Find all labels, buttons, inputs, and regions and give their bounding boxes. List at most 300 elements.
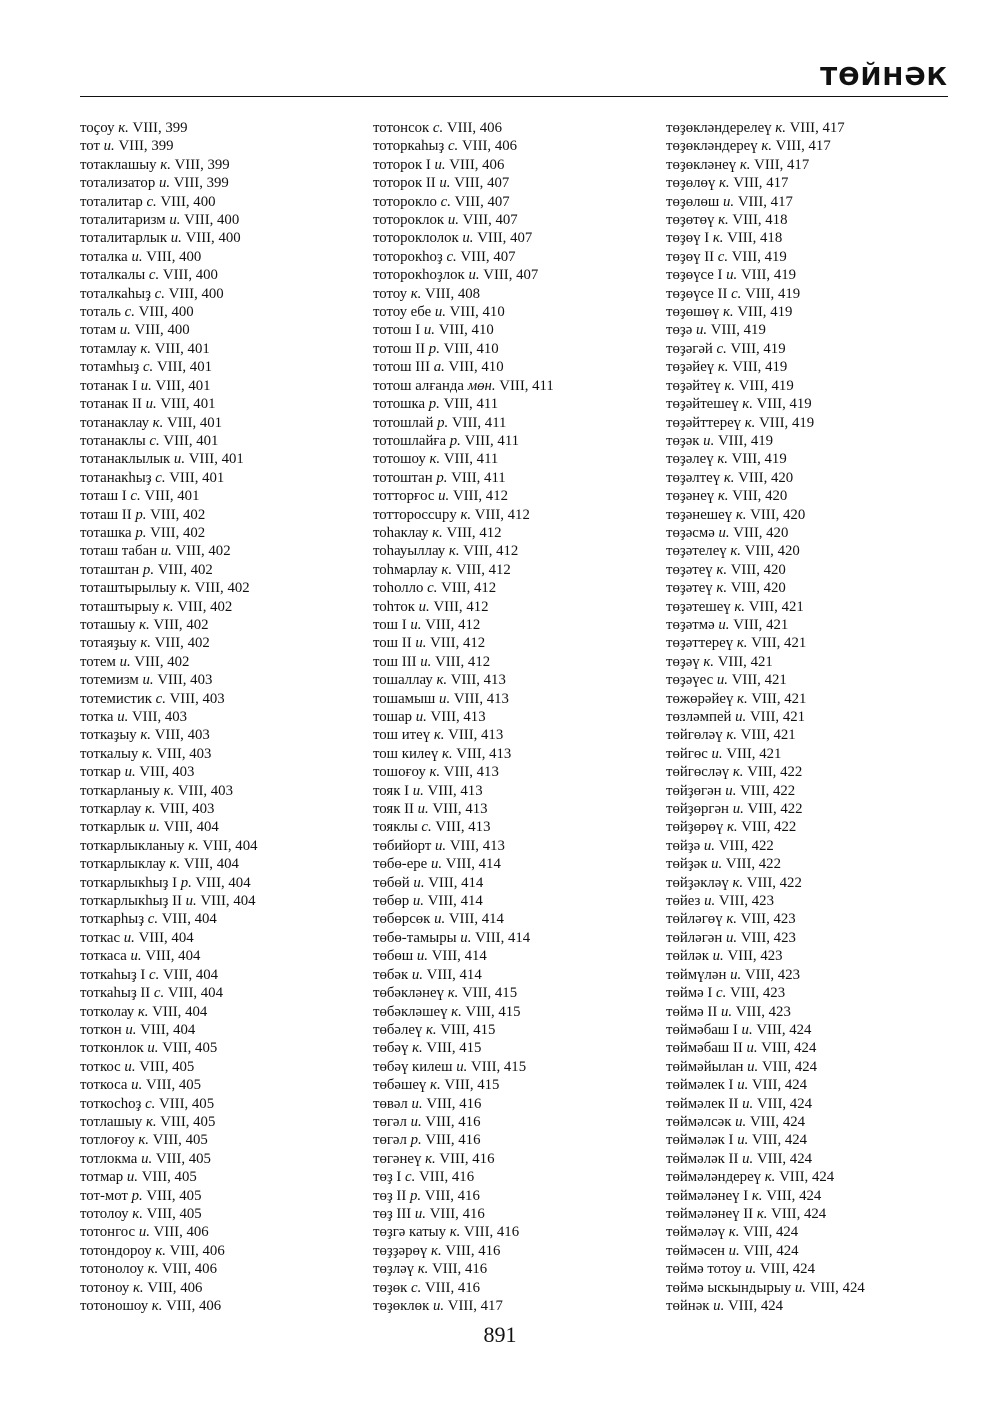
- entry-headword: төҙәнешеү: [666, 506, 733, 523]
- dictionary-entry: [80, 229, 258, 247]
- entry-pos: р.: [436, 469, 448, 486]
- column-2: [373, 119, 554, 1315]
- entry-ref: VIII, 417: [737, 193, 793, 210]
- dictionary-entry: [666, 910, 865, 928]
- dictionary-entry: [80, 285, 258, 303]
- column-1: [80, 119, 258, 1315]
- dictionary-entry: [80, 1187, 258, 1205]
- dictionary-entry: [666, 598, 865, 616]
- entry-pos: к.: [426, 1021, 437, 1038]
- entry-headword: төймәйылан: [666, 1058, 744, 1075]
- dictionary-entry: [80, 487, 258, 505]
- entry-pos: и.: [439, 175, 451, 192]
- entry-ref: VIII, 405: [155, 1150, 211, 1167]
- entry-headword: төймә ыскындырыу: [666, 1279, 792, 1296]
- entry-headword: төбө-тамыры: [373, 929, 457, 946]
- entry-ref: VIII, 421: [731, 672, 787, 689]
- entry-pos: к.: [751, 1187, 763, 1204]
- entry-pos: и.: [742, 1095, 754, 1112]
- entry-headword: тотлоғоу: [80, 1132, 135, 1149]
- dictionary-entry: [373, 1223, 554, 1241]
- dictionary-entry: [373, 966, 554, 984]
- dictionary-entry: [373, 119, 554, 137]
- entry-pos: к.: [138, 1132, 149, 1149]
- entry-pos: с.: [124, 304, 135, 321]
- entry-pos: и.: [438, 488, 450, 505]
- entry-pos: и.: [732, 801, 744, 818]
- dictionary-entry: [666, 1168, 865, 1186]
- dictionary-entry: [666, 745, 865, 763]
- entry-ref: VIII, 416: [425, 1113, 481, 1130]
- entry-pos: с.: [405, 1169, 416, 1186]
- entry-headword: төгәнеү: [373, 1150, 422, 1167]
- dictionary-entry: [666, 487, 865, 505]
- entry-headword: тоһмарлау: [373, 561, 438, 578]
- entry-pos: с.: [440, 193, 451, 210]
- dictionary-entry: [666, 469, 865, 487]
- entry-pos: и.: [420, 653, 432, 670]
- entry-headword: тоткарлыкланыу: [80, 837, 185, 854]
- entry-ref: VIII, 423: [735, 1003, 791, 1020]
- entry-pos: и.: [456, 1058, 468, 1075]
- page-number: 891: [483, 1322, 517, 1347]
- entry-ref: VIII, 422: [740, 782, 796, 799]
- entry-pos: к.: [425, 1150, 436, 1167]
- entry-pos: к.: [430, 1077, 441, 1094]
- entry-ref: VIII, 416: [425, 1132, 481, 1149]
- entry-ref: VIII, 406: [153, 1224, 209, 1241]
- entry-ref: VIII, 412: [425, 616, 481, 633]
- entry-ref: VIII, 406: [461, 138, 518, 155]
- entry-headword: тоткарлыклау: [80, 856, 166, 873]
- entry-pos: р.: [428, 396, 440, 413]
- entry-ref: VIII, 404: [200, 893, 256, 910]
- dictionary-entry: [80, 818, 258, 836]
- entry-headword: төймә II: [666, 1003, 718, 1020]
- entry-ref: VIII, 412: [452, 488, 508, 505]
- entry-pos: и.: [130, 948, 142, 965]
- entry-pos: к.: [142, 745, 153, 762]
- dictionary-entry: [666, 266, 865, 284]
- entry-pos: и.: [745, 1261, 757, 1278]
- dictionary-entry: [80, 1058, 258, 1076]
- entry-ref: VIII, 416: [425, 1279, 481, 1296]
- entry-pos: к.: [742, 396, 753, 413]
- dictionary-entry: [666, 1223, 865, 1241]
- entry-pos: к.: [140, 727, 151, 744]
- entry-ref: VIII, 420: [730, 561, 786, 578]
- dictionary-entry: [80, 910, 258, 928]
- entry-pos: к.: [151, 1298, 163, 1314]
- entry-ref: VIII, 421: [749, 709, 806, 725]
- entry-pos: и.: [148, 819, 161, 836]
- entry-headword: тотош III: [373, 359, 431, 376]
- dictionary-entry: [80, 1095, 258, 1113]
- entry-headword: тотош II: [373, 340, 426, 357]
- entry-pos: и.: [794, 1279, 806, 1296]
- entry-ref: VIII, 424: [759, 1261, 815, 1278]
- entry-ref: VIII, 422: [746, 874, 802, 891]
- entry-headword: төймәлсәк: [666, 1113, 732, 1130]
- dictionary-entry: [666, 542, 865, 560]
- entry-headword: төҙөлөш: [666, 193, 720, 210]
- entry-ref: VIII, 421: [751, 635, 807, 652]
- entry-pos: к.: [726, 911, 737, 928]
- dictionary-entry: [80, 506, 258, 524]
- dictionary-entry: [373, 1095, 554, 1113]
- entry-headword: төймә тотоу: [666, 1261, 742, 1278]
- entry-headword: төбәшеү: [373, 1077, 427, 1094]
- entry-headword: тотоу ебе: [373, 304, 432, 321]
- dictionary-entry: [373, 377, 554, 395]
- entry-pos: к.: [764, 1169, 776, 1186]
- entry-headword: тотош I: [373, 322, 421, 339]
- dictionary-entry: [373, 653, 554, 671]
- dictionary-entry: [373, 929, 554, 947]
- entry-pos: к.: [716, 580, 728, 597]
- entry-headword: төҙөү II: [666, 248, 715, 265]
- entry-pos: и.: [412, 782, 424, 799]
- entry-headword: төҙөү I: [666, 230, 710, 247]
- dictionary-entry: [666, 1242, 865, 1260]
- entry-headword: төймә I: [666, 985, 713, 1002]
- entry-headword: тоткарлау: [80, 801, 142, 818]
- dictionary-entry: [80, 1003, 258, 1021]
- entry-pos: и.: [718, 524, 730, 541]
- entry-ref: VIII, 414: [428, 874, 484, 891]
- entry-pos: к.: [744, 414, 756, 431]
- entry-ref: VIII, 404: [138, 929, 194, 946]
- entry-ref: VIII, 412: [474, 506, 530, 523]
- dictionary-entry: [666, 303, 865, 321]
- entry-ref: VIII, 402: [175, 543, 231, 560]
- entry-ref: VIII, 405: [145, 1077, 202, 1094]
- entry-ref: VIII, 404: [167, 985, 223, 1002]
- entry-headword: тоткарлыкһыҙ I: [80, 874, 178, 891]
- entry-headword: тоторкаһыҙ: [373, 138, 445, 155]
- entry-pos: и.: [142, 672, 154, 689]
- entry-pos: и.: [124, 764, 136, 781]
- entry-ref: VIII, 402: [150, 506, 206, 523]
- dictionary-entry: [373, 947, 554, 965]
- entry-headword: тотмар: [80, 1169, 124, 1186]
- dictionary-entry: [373, 708, 554, 726]
- entry-pos: к.: [724, 377, 735, 394]
- dictionary-entry: [666, 1113, 865, 1131]
- dictionary-entry: [373, 469, 554, 487]
- entry-headword: тоһток: [373, 598, 415, 615]
- entry-headword: тотлокма: [80, 1150, 138, 1167]
- entry-headword: төбәкләнеү: [373, 985, 444, 1002]
- entry-ref: VIII, 423: [744, 966, 800, 983]
- entry-pos: и.: [718, 616, 730, 633]
- dictionary-entry: [666, 726, 865, 744]
- dictionary-entry: [373, 690, 554, 708]
- entry-ref: VIII, 407: [462, 212, 518, 229]
- entry-pos: к.: [431, 1242, 442, 1259]
- dictionary-entry: [373, 782, 554, 800]
- entry-pos: к.: [163, 782, 175, 799]
- dictionary-entry: [666, 929, 865, 947]
- entry-headword: тотем: [80, 653, 116, 670]
- entry-ref: VIII, 407: [483, 267, 539, 284]
- entry-pos: к.: [162, 598, 174, 615]
- entry-pos: к.: [717, 451, 728, 468]
- entry-ref: VIII, 406: [161, 1261, 217, 1278]
- entry-ref: VIII, 418: [732, 212, 788, 229]
- entry-pos: к.: [732, 874, 744, 891]
- entry-ref: VIII, 413: [456, 745, 512, 762]
- dictionary-entry: [666, 892, 865, 910]
- entry-headword: төйҙөргән: [666, 801, 729, 818]
- entry-ref: VIII, 421: [740, 727, 796, 744]
- entry-ref: VIII, 401: [156, 359, 212, 376]
- dictionary-entry: [373, 1003, 554, 1021]
- entry-pos: к.: [139, 616, 150, 633]
- entry-pos: и.: [703, 432, 715, 449]
- dictionary-entry: [80, 193, 258, 211]
- dictionary-entry: [666, 1095, 865, 1113]
- entry-pos: и.: [414, 1205, 427, 1222]
- dictionary-entry: [666, 690, 865, 708]
- entry-ref: VIII, 402: [177, 598, 233, 615]
- dictionary-entry: [80, 395, 258, 413]
- entry-pos: и.: [742, 1150, 754, 1167]
- entry-ref: VIII, 419: [730, 340, 786, 357]
- entry-ref: VIII, 422: [725, 856, 781, 873]
- entry-ref: VIII, 402: [194, 580, 250, 597]
- entry-pos: и.: [723, 193, 735, 210]
- dictionary-entry: [80, 837, 258, 855]
- entry-headword: тотолоу: [80, 1205, 129, 1222]
- entry-ref: VIII, 424: [749, 1113, 806, 1130]
- dictionary-entry: [373, 1168, 554, 1186]
- entry-ref: VIII, 401: [154, 340, 210, 357]
- entry-headword: тотоштан: [373, 469, 433, 486]
- entry-ref: VIII, 424: [779, 1169, 835, 1186]
- entry-ref: VIII, 411: [499, 377, 554, 394]
- entry-pos: р.: [449, 432, 461, 449]
- entry-pos: с.: [717, 248, 729, 265]
- entry-headword: төймәләндереү: [666, 1169, 762, 1186]
- entry-pos: и.: [435, 837, 447, 854]
- dictionary-entry: [373, 414, 554, 432]
- dictionary-entry: [373, 1187, 554, 1205]
- dictionary-entry: [80, 598, 258, 616]
- entry-pos: к.: [140, 635, 152, 652]
- dictionary-entry: [373, 763, 554, 781]
- entry-headword: тоткоса: [80, 1077, 128, 1094]
- dictionary-entry: [80, 432, 258, 450]
- entry-pos: р.: [142, 561, 155, 578]
- dictionary-entry: [373, 229, 554, 247]
- dictionary-entry: [666, 358, 865, 376]
- entry-ref: VIII, 405: [152, 1132, 208, 1149]
- dictionary-entry: [666, 174, 865, 192]
- entry-ref: VIII, 401: [169, 469, 225, 486]
- entry-headword: төҙөүсе I: [666, 267, 723, 284]
- entry-headword: тоткаһыҙ I: [80, 966, 146, 983]
- entry-pos: и.: [412, 893, 425, 910]
- entry-ref: VIII, 419: [737, 304, 793, 321]
- entry-pos: к.: [433, 727, 445, 744]
- entry-headword: төймәләк I: [666, 1132, 734, 1149]
- dictionary-entry: [80, 690, 258, 708]
- entry-headword: тотоноу: [80, 1279, 130, 1296]
- dictionary-entry: [80, 561, 258, 579]
- entry-ref: VIII, 411: [443, 451, 499, 468]
- entry-headword: тотошлай: [373, 414, 434, 431]
- entry-headword: тоткар: [80, 764, 121, 781]
- entry-ref: VIII, 405: [160, 1113, 216, 1130]
- entry-headword: төбөш: [373, 948, 414, 965]
- entry-headword: тотонолоу: [80, 1261, 144, 1278]
- dictionary-entry: [80, 174, 258, 192]
- dictionary-entry: [666, 321, 865, 339]
- entry-pos: к.: [739, 156, 751, 173]
- entry-ref: VIII, 417: [733, 175, 789, 192]
- entry-pos: и.: [138, 1224, 150, 1241]
- entry-ref: VIII, 414: [427, 893, 483, 910]
- entry-pos: и.: [434, 156, 446, 173]
- entry-headword: төйнәк: [666, 1298, 710, 1314]
- entry-ref: VIII, 401: [167, 414, 223, 431]
- entry-pos: и.: [726, 929, 738, 946]
- entry-ref: VIII, 404: [140, 1021, 196, 1038]
- dictionary-entry: [80, 1223, 258, 1241]
- dictionary-entry: [80, 616, 258, 634]
- entry-headword: тоткосһоҙ: [80, 1095, 142, 1112]
- dictionary-entry: [373, 248, 554, 266]
- entry-headword: тотторғос: [373, 488, 435, 505]
- dictionary-entry: [666, 708, 865, 726]
- entry-pos: с.: [146, 193, 157, 210]
- entry-headword: тотаклашыу: [80, 156, 157, 173]
- dictionary-entry: [373, 285, 554, 303]
- entry-headword: төйҙәк: [666, 856, 708, 873]
- entry-ref: VIII, 419: [759, 414, 815, 431]
- entry-headword: төҙ II: [373, 1187, 407, 1204]
- entry-pos: и.: [430, 856, 443, 873]
- entry-ref: VIII, 423: [740, 929, 796, 946]
- dictionary-entry: [666, 579, 865, 597]
- entry-headword: тошаллау: [373, 672, 433, 689]
- entry-ref: VIII, 400: [134, 322, 190, 339]
- entry-ref: VIII, 413: [427, 782, 483, 799]
- entry-headword: тоһолло: [373, 580, 424, 597]
- dictionary-entry: [373, 598, 554, 616]
- entry-pos: и.: [126, 1169, 138, 1186]
- entry-pos: к.: [736, 635, 748, 652]
- entry-headword: төҙәттереү: [666, 635, 734, 652]
- entry-pos: и.: [741, 1021, 753, 1038]
- dictionary-entry: [666, 1058, 865, 1076]
- entry-headword: тотанаклылык: [80, 451, 171, 468]
- dictionary-entry: [80, 800, 258, 818]
- entry-headword: тоһауыллау: [373, 543, 446, 560]
- entry-ref: VIII, 405: [139, 1058, 195, 1075]
- entry-headword: тотороклолок: [373, 230, 459, 247]
- entry-ref: VIII, 420: [730, 580, 786, 597]
- dictionary-entry: [666, 1131, 865, 1149]
- entry-headword: тотанаклау: [80, 414, 149, 431]
- entry-headword: тотороклок: [373, 212, 445, 229]
- entry-pos: к.: [417, 1261, 429, 1278]
- entry-pos: с.: [447, 138, 459, 155]
- entry-ref: VIII, 422: [718, 837, 774, 854]
- dictionary-entry: [373, 1279, 554, 1297]
- entry-ref: VIII, 414: [475, 929, 531, 946]
- dictionary-entry: [80, 119, 258, 137]
- entry-headword: төбөрсөк: [373, 911, 431, 928]
- entry-headword: төйгөләү: [666, 727, 723, 744]
- entry-pos: с.: [149, 432, 160, 449]
- entry-headword: тотконлок: [80, 1040, 144, 1057]
- entry-headword: тотанаклы: [80, 432, 146, 449]
- dictionary-entry: [80, 708, 258, 726]
- entry-ref: VIII, 407: [477, 230, 533, 247]
- entry-headword: тоткас: [80, 929, 121, 946]
- dictionary-entry: [666, 156, 865, 174]
- entry-ref: VIII, 400: [168, 285, 224, 302]
- entry-ref: VIII, 413: [453, 690, 509, 707]
- entry-headword: төйгөс: [666, 745, 708, 762]
- entry-headword: тош итеү: [373, 727, 431, 744]
- dictionary-entry: [666, 1260, 865, 1278]
- dictionary-entry: [373, 395, 554, 413]
- entry-ref: VIII, 424: [752, 1132, 808, 1149]
- entry-pos: к.: [716, 561, 728, 578]
- entry-headword: төйләгән: [666, 929, 723, 946]
- entry-pos: к.: [732, 764, 744, 781]
- entry-headword: төйләк: [666, 948, 709, 965]
- entry-pos: и.: [746, 1040, 758, 1057]
- entry-pos: с.: [446, 248, 457, 265]
- entry-pos: и.: [131, 1077, 143, 1094]
- entry-ref: VIII, 403: [154, 727, 210, 744]
- entry-pos: и.: [185, 893, 197, 910]
- entry-pos: с.: [421, 819, 432, 836]
- dictionary-entry: [666, 285, 865, 303]
- dictionary-entry: [80, 966, 258, 984]
- entry-headword: төбийорт: [373, 837, 432, 854]
- entry-ref: VIII, 405: [141, 1169, 197, 1186]
- entry-pos: к.: [137, 1003, 149, 1020]
- entry-ref: VIII, 417: [789, 120, 845, 136]
- entry-ref: VIII, 412: [441, 580, 497, 597]
- entry-ref: VIII, 416: [445, 1242, 501, 1259]
- entry-pos: и.: [169, 212, 181, 229]
- dictionary-entry: [80, 1279, 258, 1297]
- entry-ref: VIII, 414: [445, 856, 501, 873]
- dictionary-entry: [80, 156, 258, 174]
- entry-ref: VIII, 406: [147, 1279, 203, 1296]
- entry-ref: VIII, 401: [155, 377, 211, 394]
- entry-pos: р.: [131, 1187, 143, 1204]
- dictionary-entry: [666, 211, 865, 229]
- dictionary-entry: [80, 1150, 258, 1168]
- entry-headword: тошар: [373, 709, 413, 725]
- entry-ref: VIII, 399: [132, 120, 188, 136]
- entry-pos: к.: [152, 414, 164, 431]
- dictionary-entry: [80, 726, 258, 744]
- entry-pos: и.: [415, 709, 427, 725]
- entry-pos: и.: [704, 893, 716, 910]
- entry-pos: с.: [154, 285, 165, 302]
- entry-headword: төйҙәкләү: [666, 874, 729, 891]
- entry-ref: VIII, 415: [444, 1077, 500, 1094]
- entry-ref: VIII, 420: [750, 506, 806, 523]
